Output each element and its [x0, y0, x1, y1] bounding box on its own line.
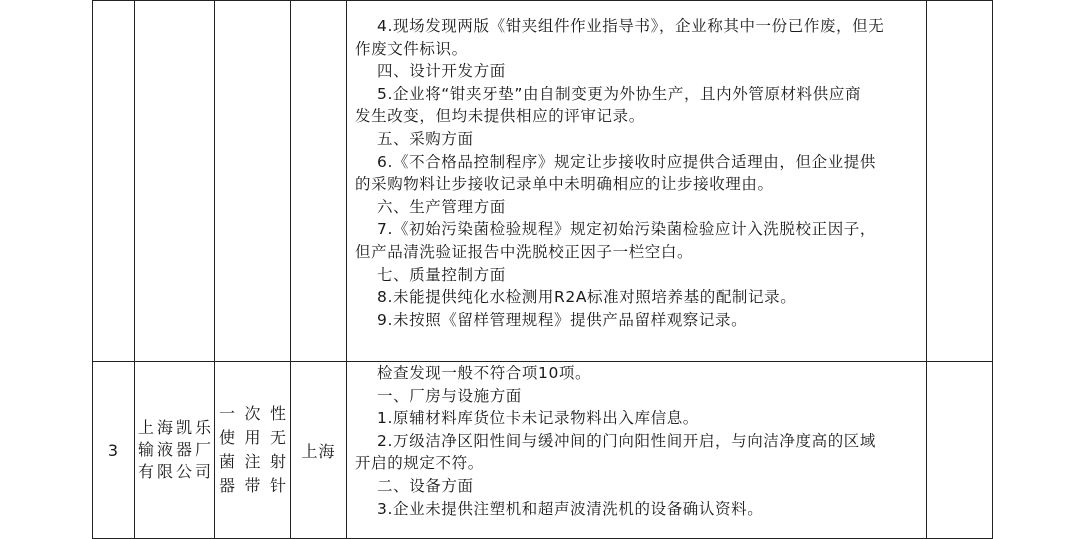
finding-line: 8.未能提供纯化水检测用R2A标准对照培养基的配制记录。: [377, 288, 797, 307]
finding-line: 但产品清洗验证报告中洗脱校正因子一栏空白。: [355, 242, 694, 261]
remarks-cell: [927, 362, 993, 539]
company-name: [135, 417, 214, 483]
product-name-line: 器带针: [219, 476, 286, 495]
table-row: [93, 362, 993, 539]
finding-line: 发生改变，但均未提供相应的评审记录。: [355, 107, 645, 126]
finding-line: 1.原辅材料库货位卡未记录物料出入库信息。: [377, 409, 699, 428]
finding-line: 的采购物料让步接收记录单中未明确相应的让步接收理由。: [355, 175, 774, 194]
finding-line: 一、厂房与设施方面: [377, 386, 522, 405]
product-name: [215, 402, 290, 498]
finding-line: 检查发现一般不符合项10项。: [377, 364, 592, 382]
finding-line: 9.未按照《留样管理规程》提供产品留样观察记录。: [377, 310, 748, 329]
product-name-line: 菌注射: [219, 452, 286, 471]
product-cell: [215, 1, 291, 362]
product-name-line: 一次性: [219, 404, 286, 423]
company-cell: [135, 1, 215, 362]
finding-line: 五、采购方面: [377, 129, 474, 148]
serial-number-cell: [93, 362, 135, 539]
finding-line: 7.《初始污染菌检验规程》规定初始污染菌检验应计入洗脱校正因子，: [377, 220, 876, 239]
company-name-line: 输液器厂: [138, 440, 211, 459]
company-name-line: 上海凯乐: [138, 418, 211, 437]
findings-cell: [347, 1, 927, 362]
location: 上海: [301, 441, 336, 461]
findings-list: [355, 15, 922, 331]
findings-cell: [347, 362, 927, 539]
finding-line: 二、设备方面: [377, 476, 474, 495]
finding-line: 六、生产管理方面: [377, 197, 506, 216]
finding-line: 3.企业未提供注塑机和超声波清洗机的设备确认资料。: [377, 499, 764, 518]
product-name-line: 使用无: [219, 428, 286, 447]
company-cell: [135, 362, 215, 539]
finding-line: 2.万级洁净区阳性间与缓冲间的门向阳性间开启，与向洁净度高的区域: [377, 431, 876, 450]
finding-line: 5.企业将“钳夹牙垫”由自制变更为外协生产，且内外管原材料供应商: [377, 84, 862, 103]
serial-number-cell: [93, 1, 135, 362]
remarks-cell: [927, 1, 993, 362]
table-row: [93, 1, 993, 362]
inspection-table: [92, 0, 993, 539]
location-cell: [291, 362, 347, 539]
finding-line: 6.《不合格品控制程序》规定让步接收时应提供合适理由，但企业提供: [377, 152, 876, 171]
finding-line: 四、设计开发方面: [377, 62, 506, 81]
product-cell: [215, 362, 291, 539]
finding-line: 开启的规定不符。: [355, 454, 484, 473]
finding-line: 4.现场发现两版《钳夹组件作业指导书》，企业称其中一份已作废，但无: [377, 17, 885, 35]
serial-number: 3: [107, 440, 120, 460]
findings-list: [355, 362, 922, 520]
finding-line: 作废文件标识。: [355, 39, 468, 58]
company-name-line: 有限公司: [138, 462, 211, 481]
location-cell: [291, 1, 347, 362]
finding-line: 七、质量控制方面: [377, 265, 506, 284]
